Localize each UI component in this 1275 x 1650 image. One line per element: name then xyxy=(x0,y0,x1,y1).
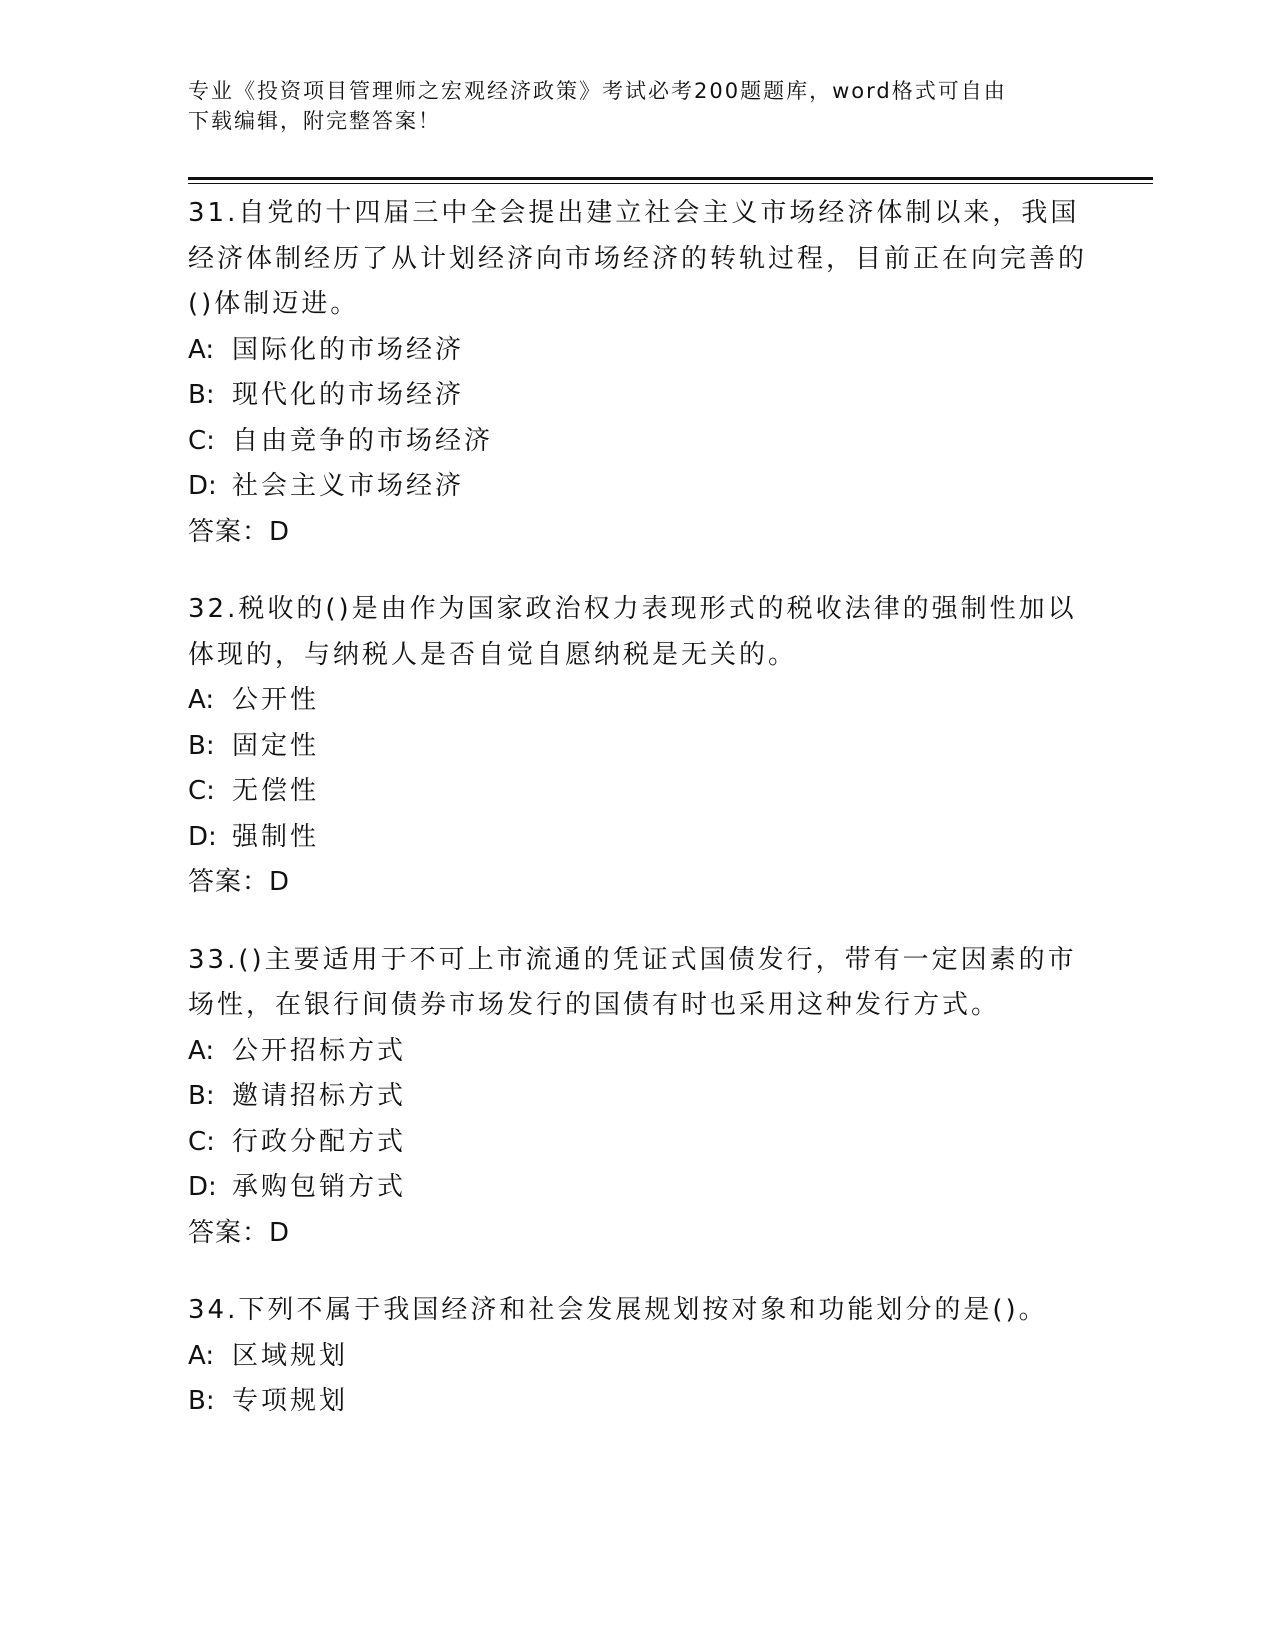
option-letter: B: xyxy=(188,730,215,761)
option-text: 区域规划 xyxy=(232,1340,349,1371)
option-text: 专项规划 xyxy=(232,1386,349,1416)
option-letter: A: xyxy=(188,1340,215,1371)
option-text: 无偿性 xyxy=(232,776,320,806)
option-b xyxy=(188,724,1088,770)
option-letter: C: xyxy=(188,1126,215,1157)
question-stem: 32.税收的()是由作为国家政治权力表现形式的税收法律的强制性加以体现的，与纳税人是否自觉自愿纳税是无关的。 xyxy=(188,594,1077,670)
option-letter: D: xyxy=(188,1172,217,1202)
header-line-1: 专业《投资项目管理师之宏观经济政策》考试必考200题题库，word格式可自由 xyxy=(188,79,1007,103)
option-text: 现代化的市场经济 xyxy=(232,380,465,410)
option-d xyxy=(188,815,1088,861)
question-stem: 31.自党的十四届三中全会提出建立社会主义市场经济体制以来，我国经济体制经历了从计划经济向市场经济的转轨过程，目前正在向完善的()体制迈进。 xyxy=(188,198,1088,319)
header-divider-thin xyxy=(188,183,1153,184)
option-letter: A: xyxy=(188,334,215,365)
option-letter: B: xyxy=(188,380,215,410)
question-answer: 答案：D xyxy=(188,1217,291,1248)
question-stem: 33.()主要适用于不可上市流通的凭证式国债发行，带有一定因素的市场性，在银行间债券市场发行的国债有时也采用这种发行方式。 xyxy=(188,944,1077,1020)
question-34 xyxy=(188,1288,1088,1425)
option-d xyxy=(188,464,1088,510)
option-letter: C: xyxy=(188,425,215,456)
option-text: 强制性 xyxy=(232,821,320,852)
question-answer: 答案：D xyxy=(188,516,291,547)
option-c xyxy=(188,769,1088,815)
option-text: 行政分配方式 xyxy=(232,1126,407,1157)
option-letter: B: xyxy=(188,1386,215,1416)
question-stem: 34.下列不属于我国经济和社会发展规划按对象和功能划分的是()。 xyxy=(188,1295,1048,1325)
option-text: 国际化的市场经济 xyxy=(232,334,465,365)
option-text: 公开性 xyxy=(232,685,320,715)
option-letter: A: xyxy=(188,685,215,715)
option-text: 自由竞争的市场经济 xyxy=(232,425,494,456)
option-a xyxy=(188,1334,1088,1380)
question-answer: 答案：D xyxy=(188,867,291,897)
document-header xyxy=(188,76,1088,136)
option-letter: C: xyxy=(188,776,215,806)
option-c xyxy=(188,1120,1088,1166)
option-b xyxy=(188,1379,1088,1425)
option-letter: D: xyxy=(188,471,217,501)
option-a xyxy=(188,1029,1088,1075)
header-divider-thick xyxy=(188,177,1153,180)
option-text: 公开招标方式 xyxy=(232,1035,407,1066)
question-list xyxy=(188,191,1088,1457)
option-text: 社会主义市场经济 xyxy=(232,471,465,501)
option-c xyxy=(188,419,1088,465)
option-a xyxy=(188,328,1088,374)
option-letter: B: xyxy=(188,1081,215,1111)
option-letter: D: xyxy=(188,821,217,852)
option-d xyxy=(188,1165,1088,1211)
header-line-2: 下载编辑，附完整答案！ xyxy=(188,109,441,133)
question-31 xyxy=(188,191,1088,555)
option-text: 邀请招标方式 xyxy=(232,1081,407,1111)
question-32 xyxy=(188,587,1088,906)
option-letter: A: xyxy=(188,1035,215,1066)
option-b xyxy=(188,1074,1088,1120)
question-33 xyxy=(188,938,1088,1257)
option-a xyxy=(188,678,1088,724)
option-b xyxy=(188,373,1088,419)
option-text: 承购包销方式 xyxy=(232,1172,407,1202)
option-text: 固定性 xyxy=(232,730,320,761)
